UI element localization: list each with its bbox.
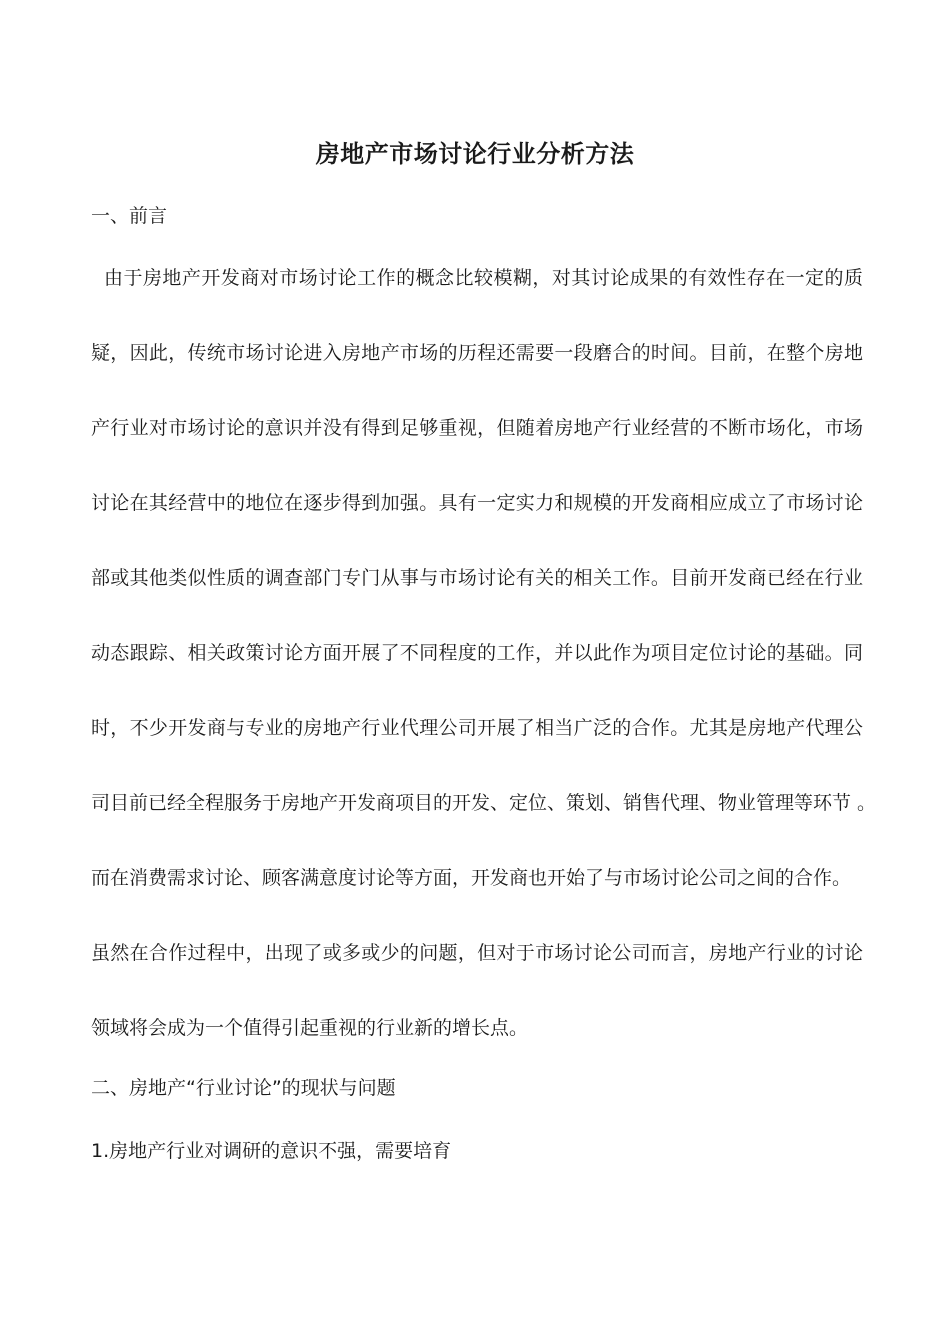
subsection-heading: 1.房地产行业对调研的意识不强，需要培育 (91, 1140, 452, 1162)
paragraph-line: 领域将会成为一个值得引起重视的行业新的增长点。 (91, 1017, 529, 1039)
section-heading-preface: 一、前言 (91, 205, 168, 227)
paragraph-line: 讨论在其经营中的地位在逐步得到加强。具有一定实力和规模的开发商相应成立了市场讨论 (91, 492, 863, 514)
preface-paragraph (91, 264, 877, 1089)
paragraph-line: 而在消费需求讨论、顾客满意度讨论等方面，开发商也开始了与市场讨论公司之间的合作。 (91, 867, 852, 889)
paragraph-line: 虽然在合作过程中，出现了或多或少的问题，但对于市场讨论公司而言，房地产行业的讨论 (91, 942, 863, 964)
paragraph-line: 产行业对市场讨论的意识并没有得到足够重视，但随着房地产行业经营的不断市场化，市场 (91, 417, 863, 439)
document-title: 房地产市场讨论行业分析方法 (315, 140, 635, 168)
section-heading-status: 二、房地产“行业讨论”的现状与问题 (91, 1077, 396, 1099)
paragraph-line: 疑，因此，传统市场讨论进入房地产市场的历程还需要一段磨合的时间。目前，在整个房地 (91, 342, 863, 364)
paragraph-line: 动态跟踪、相关政策讨论方面开展了不同程度的工作，并以此作为项目定位讨论的基础。同 (91, 642, 863, 664)
paragraph-line: 由于房地产开发商对市场讨论工作的概念比较模糊，对其讨论成果的有效性存在一定的质 (104, 267, 863, 289)
paragraph-line: 部或其他类似性质的调查部门专门从事与市场讨论有关的相关工作。目前开发商已经在行业 (91, 567, 863, 589)
paragraph-line: 司目前已经全程服务于房地产开发商项目的开发、定位、策划、销售代理、物业管理等环节 。 (91, 792, 877, 814)
paragraph-line: 时，不少开发商与专业的房地产行业代理公司开展了相当广泛的合作。尤其是房地产代理公 (91, 717, 863, 739)
